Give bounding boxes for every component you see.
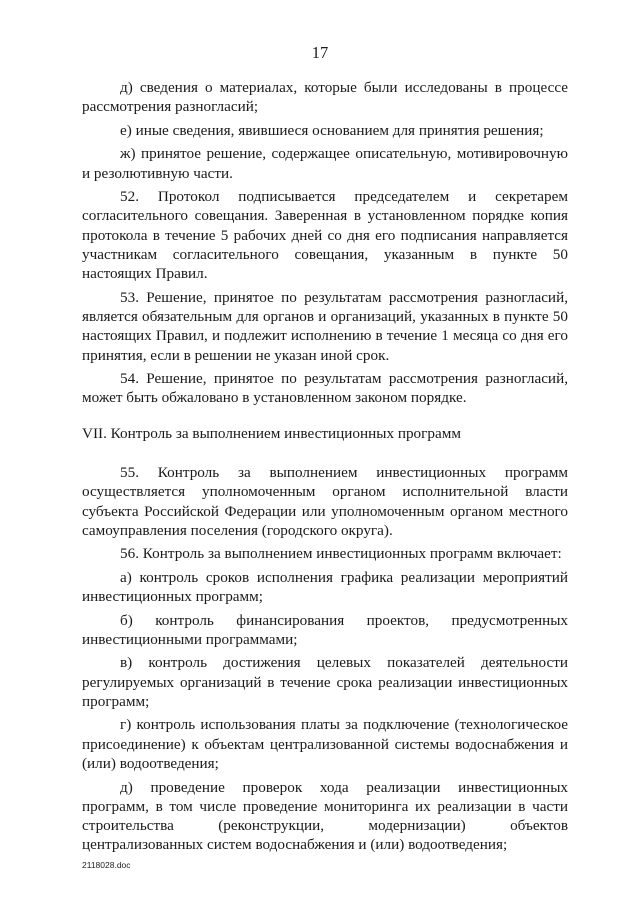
paragraph-56-g: г) контроль использования платы за подключение (технологическое присоединение) к объектам централизованной системы водоснабжения и (или) водоотведения; (82, 716, 568, 773)
document-body (82, 78, 568, 859)
file-name-footer: 2118028.doc (82, 860, 131, 870)
paragraph-56-v: в) контроль достижения целевых показателей деятельности регулируемых организаций в течение срока реализации инвестиционных программ; (82, 654, 568, 710)
paragraph-54: 54. Решение, принятое по результатам рассмотрения разногласий, может быть обжаловано в установленном законом порядке. (82, 370, 568, 407)
paragraph-d-materials: д) сведения о материалах, которые были исследованы в процессе рассмотрения разногласий; (82, 79, 568, 116)
page-number: 17 (311, 43, 329, 62)
paragraph-55: 55. Контроль за выполнением инвестиционных программ осуществляется уполномоченным органом исполнительной власти субъекта Российской Федерации или уполномоченным органом местного самоуправления поселения (городского округа). (82, 463, 568, 539)
paragraph-52: 52. Протокол подписывается председателем и секретарем согласительного совещания. Заверенная в установленном порядке копия протокола в течение 5 рабочих дней со дня его подписания направляется участникам согласительного совещания, указанным в пункте 50 настоящих Правил. (82, 188, 568, 283)
section-heading: VII. Контроль за выполнением инвестиционных программ (82, 424, 461, 442)
paragraph-56-b: б) контроль финансирования проектов, предусмотренных инвестиционными программами; (82, 611, 568, 648)
paragraph-53: 53. Решение, принятое по результатам рассмотрения разногласий, является обязательным для органов и организаций, указанных в пункте 50 настоящих Правил, и подлежит исполнению в течение 1 месяца со дня его принятия, если в решении не указан иной срок. (82, 288, 568, 364)
paragraph-zh-decision: ж) принятое решение, содержащее описательную, мотивировочную и резолютивную части. (82, 145, 568, 182)
paragraph-56: 56. Контроль за выполнением инвестиционных программ включает: (120, 545, 562, 563)
paragraph-56-a: а) контроль сроков исполнения графика реализации мероприятий инвестиционных программ; (82, 568, 568, 606)
paragraph-56-d: д) проведение проверок хода реализации инвестиционных программ, в том числе проведение мониторинга их реализации в части строительства (реконструкции, модернизации) объектов централизованных систем водоснабжения и (или) водоотведения; (82, 778, 568, 854)
paragraph-e-other-info: е) иные сведения, явившиеся основанием для принятия решения; (120, 121, 544, 139)
